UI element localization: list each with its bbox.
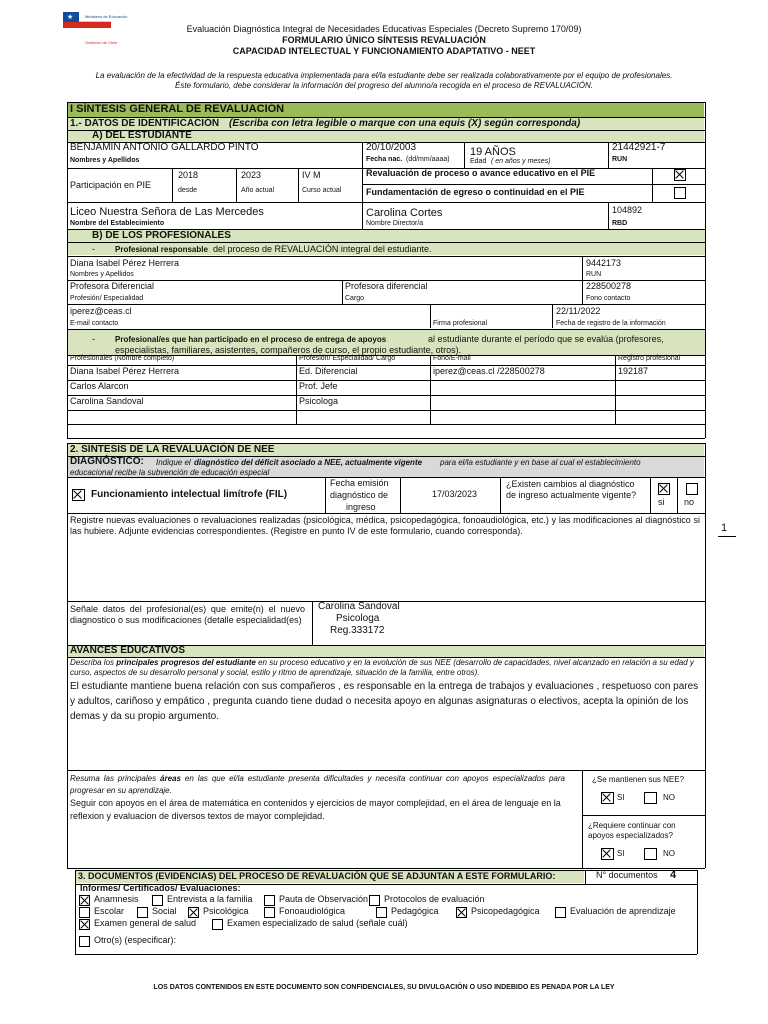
prof-cargo: Profesora diferencial [345,281,428,291]
prof-run: 9442173 [586,258,622,268]
table-cell: Prof. Jefe [299,381,338,391]
revaluacion-label: Revaluación de proceso o avance educativo en el PIE [366,168,596,178]
keep-nee-label: ¿Se mantienen sus NEE? [592,775,685,784]
birth-date-label: Fecha nac. [366,156,403,163]
resuma-bold: áreas [160,774,181,783]
part-dash: - [92,334,95,344]
document-checkbox[interactable] [188,907,199,918]
document-checkbox[interactable] [555,907,566,918]
table-cell: Carlos Alarcon [70,381,129,391]
estudiante-title: A) DEL ESTUDIANTE [92,130,192,141]
registre-text: Registre nuevas evaluaciones o revaluaciones realizadas (psicológica, médica, psicopedagógica, fonoaudiológica, etc.) y las modificaciones al diagnóstico si las hubiere. Adjunte evidencias correspondientes. (Registre en punto IV de este formulario, cuando corresponda). [70,515,700,536]
document-label: Escolar [94,906,125,916]
emission-date: 17/03/2023 [432,489,478,499]
document-checkbox[interactable] [376,907,387,918]
part-rest-1: al estudiante durante el período que se evalúa (profesores, [428,334,664,344]
profesionales-title: B) DE LOS PROFESIONALES [92,230,231,241]
table-header-cell: Fono/E-mail [433,355,471,362]
student-age-hint: ( en años y meses) [491,158,551,165]
document-checkbox[interactable] [137,907,148,918]
keep-nee-no-label: NO [663,793,675,802]
prof-phone: 228500278 [586,281,632,291]
current-course-label: Curso actual [302,187,342,194]
prof-cargo-label: Cargo [345,295,365,302]
requires-no-checkbox[interactable] [644,848,657,860]
resuma-1: Resuma las principales [70,774,161,783]
header-line-3: CAPACIDAD INTELECTUAL Y FUNCIONAMIENTO ADAPTATIVO - NEET [232,46,536,56]
document-label: Evaluación de aprendizaje [570,906,676,916]
pie-since-label: desde [178,187,198,194]
document-label: Examen general de salud [94,918,197,928]
describa-1: Describa los [70,658,117,667]
school-name: Liceo Nuestra Señora de Las Mercedes [70,206,264,218]
rbd-label: RBD [612,220,628,227]
senale-text: Señale datos del profesional(es) que emite(n) el nuevo diagnostico o sus modificaciones (detalle especialidad(es) [70,604,305,625]
document-checkbox[interactable] [264,895,275,906]
school-name-label: Nombre del Establecimiento [70,220,165,227]
header-line-2: FORMULARIO ÚNICO SÍNTESIS REVALUACIÓN [282,35,486,45]
student-name-label: Nombres y Apellidos [70,157,140,164]
describa-text [70,658,702,678]
prof-name: Diana Isabel Pérez Herrera [70,258,180,268]
birth-date-format: (dd/mm/aaaa) [406,156,450,163]
document-label: Psicológica [203,906,249,916]
prof-run-label: RUN [586,271,602,278]
table-header-cell: Profesionales (Nombre completo) [70,355,175,362]
keep-nee-no-checkbox[interactable] [644,792,657,804]
pie-label: Participación en PIE [70,180,152,190]
current-year: 2023 [241,170,262,180]
table-header-cell: Profesión/ Especialidad/ Cargo [299,355,396,362]
document-label: Entrevista a la familia [167,894,253,904]
director-name-label: Nombre Director/a [366,220,424,227]
avances-title: AVANCES EDUCATIVOS [70,645,186,656]
document-label: Protocolos de evaluación [384,894,485,904]
emission-label-2: diagnóstico de [330,490,389,500]
document-checkbox[interactable] [79,919,90,930]
diag-value: Funcionamiento intelectual limítrofe (FIL) [91,489,288,500]
confidential-footer: LOS DATOS CONTENIDOS EN ESTE DOCUMENTO SON CONFIDENCIALES, SU DIVULGACIÓN O USO INDEBIDO ES PENADA POR LA LEY [153,984,615,991]
datos-title: 1.- DATOS DE IDENTIFICACIÓN [70,118,220,129]
header-line-1: Evaluación Diagnóstica Integral de Necesidades Educativas Especiales (Decreto Supremo 170/09) [186,24,582,34]
requires-yes-label: SI [617,849,625,858]
prof-specialty-label: Profesión/ Especialidad [70,295,144,302]
table-row [67,395,705,396]
issuer-name: Carolina Sandoval [318,601,400,612]
progress-text: El estudiante mantiene buena relación con sus compañeros , es responsable en la entrega de trabajos y evaluaciones , respetuoso con pares y adultos, cariñoso y empático , pregunta cuando tiene dudad o necesita apoyo en algunas asignaturas o electivos, acepta la opinión de los demas y da su propio argumento. [70,681,699,722]
diag-hint-1: Indique el [156,458,191,467]
table-cell: Psicologa [299,396,339,406]
datos-hint: (Escriba con letra legible o marque con una equis (X) según corresponda) [229,118,581,129]
page-number: 1 [721,522,728,534]
revaluacion-checkbox[interactable] [674,169,686,181]
requires-no-label: NO [663,849,675,858]
prof-date: 22/11/2022 [556,306,601,316]
document-label: Examen especializado de salud (señale cuál) [227,918,408,928]
prof-email: iperez@ceas.cl [70,306,132,316]
diag-hint-2: para el/la estudiante y en base al cual el establecimiento [440,458,641,467]
rbd-value: 104892 [612,205,643,215]
part-rest-2: especialistas, familiares, asistentes, compañeros de curso, el propio estudiante, otros). [115,345,462,355]
requires-yes-checkbox[interactable] [601,848,614,860]
table-cell: Ed. Diferencial [299,366,358,376]
resuma-text [70,773,565,797]
director-name: Carolina Cortes [366,207,443,219]
document-label: Anamnesis [94,894,139,904]
document-label: Psicopedagógica [471,906,540,916]
prof-phone-label: Fono contacto [586,295,631,302]
table-row [67,424,705,425]
logo-text-ministry: Ministerio de Educación [85,14,128,19]
document-label: Otro(s) (especificar): [94,935,177,945]
keep-nee-yes-checkbox[interactable] [601,792,614,804]
student-name: BENJAMIN ANTONIO GALLARDO PINTO [70,142,259,153]
informes-label: Informes/ Certificados/ Evaluaciones: [80,883,241,893]
changes-no-label: no [684,497,695,507]
resuma-2: en las que el/la estudiante presenta dificultades y necesita continuar con apoyos especializados para progresar en su aprendizaje. [70,774,565,795]
current-year-label: Año actual [241,187,275,194]
document-checkbox[interactable] [152,895,163,906]
student-run-label: RUN [612,156,628,163]
section-1-title: I SÍNTESIS GENERAL DE REVALUACIÓN [70,103,285,115]
document-label: Social [152,906,177,916]
prof-specialty: Profesora Diferencial [70,281,155,291]
section-2-title: 2. SÍNTESIS DE LA REVALUACIÓN DE NEE [70,444,275,455]
num-docs-value: 4 [670,869,677,881]
ministry-logo: ★ Ministerio de Educación Gobierno de Chile [63,12,111,48]
prof-resp-bold: Profesional responsable [115,245,208,254]
table-cell: 192187 [618,366,649,376]
egreso-label: Fundamentación de egreso o continuidad en el PIE [366,187,585,197]
difficulties-text: Seguir con apoyos en el área de matemática en contenidos y ejercicios de mayor complejidad, en el área de lenguaje en la reflexion y evaluacion de diversos textos de mayor complejidad. [70,798,561,821]
student-age-label: Edad [470,158,487,165]
pie-since: 2018 [178,170,199,180]
changes-label-1: ¿Existen cambios al diagnóstico [506,479,635,489]
current-course: IV M [302,170,321,180]
table-row [67,380,705,381]
changes-yes-checkbox[interactable] [658,483,670,495]
emission-label-3: ingreso [346,502,376,512]
intro-line-2: Éste formulario, debe considerar la información del progreso del alumno/a recogida en el proceso de REVALUACIÓN. [175,81,593,90]
logo-text-gobierno: Gobierno de Chile [85,40,118,45]
document-checkbox[interactable] [79,895,90,906]
issuer-role: Psicologa [336,613,380,624]
prof-name-label: Nombres y Apellidos [70,271,134,278]
document-checkbox[interactable] [79,907,90,918]
prof-date-label: Fecha de registro de la información [556,320,666,327]
changes-no-checkbox[interactable] [686,483,698,495]
document-checkbox[interactable] [212,919,223,930]
student-age: 19 AÑOS [470,146,516,158]
document-checkbox[interactable] [369,895,380,906]
prof-resp-rest: del proceso de REVALUACIÓN integral del estudiante. [213,244,432,254]
section-3-title: 3. DOCUMENTOS (EVIDENCIAS) DEL PROCESO DE REVALUACIÓN QUE SE ADJUNTAN A ESTE FORMULARIO: [78,871,556,881]
intro-line-1: La evaluación de la efectividad de la respuesta educativa implementada para el/la estudiante debe ser realizada colaborativamente por el equipo de profesionales. [95,71,673,80]
diag-hint-3: educacional recibe la subvención de educación especial [70,468,270,477]
describa-bold: principales progresos del estudiante [116,658,256,667]
document-label: Fonoaudiológica [279,906,346,916]
student-run: 21442921-7 [612,142,666,153]
num-docs-label: N° documentos [596,870,658,880]
document-label: Pedagógica [391,906,439,916]
prof-email-label: E-mail contacto [70,320,119,327]
requires-label-1: ¿Requiere continuar con [588,821,676,830]
table-header-cell: Registro profesional [618,355,681,362]
diag-label: DIAGNÓSTICO: [70,456,144,467]
part-bold: Profesional/es que han participado en el proceso de entrega de apoyos [115,335,387,344]
changes-label-2: de ingreso actualmente vigente? [506,490,637,500]
diag-hint-bold: diagnóstico del déficit asociado a NEE, actualmente vigente [194,458,423,467]
prof-resp-dash: - [92,244,95,254]
requires-label-2: apoyos especializados? [588,831,673,840]
prof-signature-label: Firma profesional [433,320,488,327]
document-checkbox[interactable] [456,907,467,918]
document-checkbox[interactable] [264,907,275,918]
changes-yes-label: si [658,497,665,507]
table-cell: iperez@ceas.cl /228500278 [433,366,545,376]
keep-nee-yes-label: SI [617,793,625,802]
table-cell: Diana Isabel Pérez Herrera [70,366,180,376]
table-cell: Carolina Sandoval [70,396,144,406]
document-label: Pauta de Observación [279,894,369,904]
table-row [67,410,705,411]
diag-checkbox[interactable] [72,489,85,501]
emission-label-1: Fecha emisión [330,478,389,488]
egreso-checkbox[interactable] [674,187,686,199]
issuer-registry: Reg.333172 [330,625,385,636]
describa-2: en su proceso educativo y en la evolución de sus NEE (desarrollo de capacidades, nivel alcanzado en relación a su edad y curso, aspectos de su desarrollo personal y social, estilo y ritmo de aprendizaje, situación de la familia, entre otros). [70,658,694,677]
document-checkbox[interactable] [79,936,90,947]
birth-date: 20/10/2003 [366,142,417,153]
